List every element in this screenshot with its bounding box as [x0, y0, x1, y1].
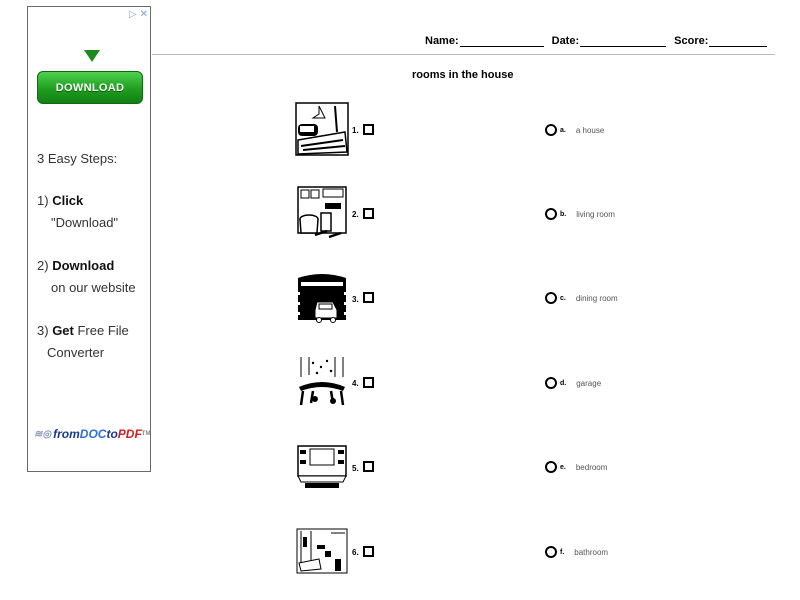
option-c[interactable]: c. dining room — [545, 292, 618, 304]
ad-panel — [27, 6, 151, 472]
ad-close-icon[interactable]: ✕ — [139, 9, 148, 20]
answer-box-6[interactable] — [363, 546, 374, 557]
option-b[interactable]: b. living room — [545, 208, 615, 220]
kitchen-picture — [295, 102, 349, 156]
garage-picture — [295, 270, 349, 324]
score-field[interactable]: Score: — [674, 35, 767, 47]
question-number: 6. — [352, 548, 359, 557]
option-a[interactable]: a. a house — [545, 124, 604, 136]
score-line[interactable] — [709, 36, 767, 47]
question-number: 5. — [352, 464, 359, 473]
ad-logo[interactable]: ≋◎ from DOC to PDF TM — [34, 427, 151, 441]
radio-circle-icon[interactable] — [545, 208, 557, 220]
question-number: 1. — [352, 126, 359, 135]
ad-step-2: 2) Download on our website — [37, 258, 136, 295]
radio-circle-icon[interactable] — [545, 546, 557, 558]
answer-box-2[interactable] — [363, 208, 374, 219]
question-number: 2. — [352, 210, 359, 219]
ad-controls — [129, 9, 148, 20]
answer-box-1[interactable] — [363, 124, 374, 135]
ad-step-3: 3) Get Free File Converter — [37, 323, 129, 360]
option-f[interactable]: f. bathroom — [545, 546, 608, 558]
dining-room-picture — [295, 355, 349, 409]
ad-choices-icon[interactable]: ▷ — [128, 9, 137, 20]
radio-circle-icon[interactable] — [545, 377, 557, 389]
ad-download-button[interactable]: DOWNLOAD — [37, 71, 143, 104]
date-line[interactable] — [580, 36, 666, 47]
worksheet-title: rooms in the house — [412, 69, 514, 81]
answer-box-3[interactable] — [363, 292, 374, 303]
radio-circle-icon[interactable] — [545, 124, 557, 136]
ad-step-1: 1) Click "Download" — [37, 193, 119, 230]
answer-box-4[interactable] — [363, 377, 374, 388]
radio-circle-icon[interactable] — [545, 292, 557, 304]
bedroom-picture — [295, 525, 349, 579]
answer-box-5[interactable] — [363, 461, 374, 472]
kitchen-cluttered-picture — [295, 185, 349, 239]
living-room-picture — [295, 440, 349, 494]
arrow-down-icon — [84, 50, 100, 62]
question-number: 3. — [352, 295, 359, 304]
date-field[interactable]: Date: — [552, 35, 667, 47]
question-number: 4. — [352, 379, 359, 388]
radio-circle-icon[interactable] — [545, 461, 557, 473]
header-divider — [152, 54, 775, 55]
name-field[interactable]: Name: — [425, 35, 544, 47]
option-e[interactable]: e. bedroom — [545, 461, 607, 473]
name-line[interactable] — [460, 36, 544, 47]
worksheet-header — [425, 35, 775, 47]
option-d[interactable]: d. garage — [545, 377, 601, 389]
swoosh-icon: ≋◎ — [34, 428, 52, 440]
ad-steps-title: 3 Easy Steps: — [37, 151, 118, 166]
